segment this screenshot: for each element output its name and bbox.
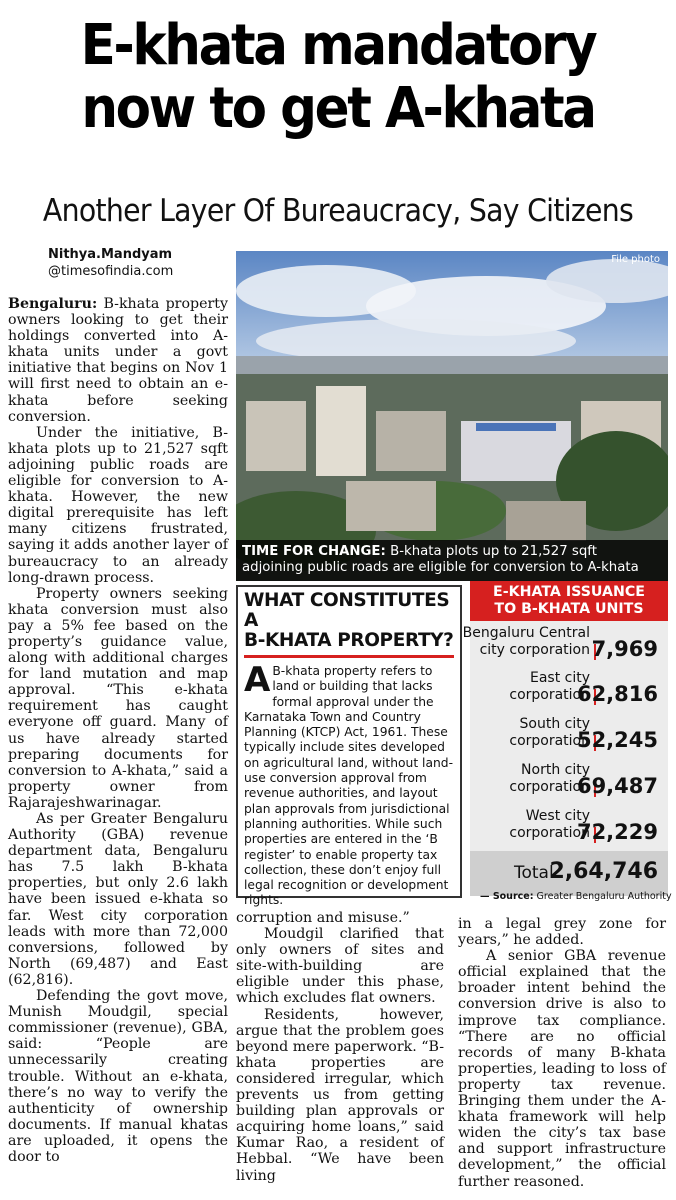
deck-subheadline: Another Layer Of Bureaucracy, Say Citizens xyxy=(42,193,634,229)
row-label: East city corporation xyxy=(509,670,590,703)
article-paragraph: As per Greater Bengaluru Authority (GBA) revenue department data, Bengaluru has 7.5 lakh B-khata properties, but only 2.6 lakh have been issued e-khata so far. West city corporation leads with more than 72,000 conversions, followed by North (69,487) and East (62,816). xyxy=(8,811,228,988)
headline xyxy=(27,14,649,140)
caption-text: B-khata plots up to 21,527 sqft adjoining public roads are eligible for conversion to A-khata xyxy=(242,544,639,575)
row-value: 7,969 xyxy=(591,637,658,661)
total-value: 2,64,746 xyxy=(549,859,658,884)
article-paragraph: Defending the govt move, Munish Moudgil, special commissioner (revenue), GBA, said: “People are unnecessarily creating trouble. Without an e-khata, there’s no way to verify the authenticity of ownership documents. If manual khatas are uploaded, it opens the door to xyxy=(8,988,228,1165)
dateline: Bengaluru: xyxy=(8,296,98,312)
row-value: 72,229 xyxy=(576,820,658,844)
row-label: South city corporation xyxy=(509,716,590,749)
article-paragraph: Moudgil clarified that only owners of sites and site-with-building are eligible under this phase, which excludes flat owners. xyxy=(236,926,444,1007)
article-paragraph: in a legal grey zone for years,” he added. xyxy=(458,916,666,949)
article-paragraph: Property owners seeking khata conversion must also pay a 5% fee based on the property’s guidance value, along with additional charges for land mutation and map approval. “This e-khata requirement has caught everyone off guard. Many of us have already started preparing documents for conversion to A-khata,” said a property owner from Rajarajeshwarinagar. xyxy=(8,585,228,811)
author-handle: @timesofindia.com xyxy=(48,264,174,279)
row-label: Bengaluru Central city corporation xyxy=(462,625,590,658)
article-paragraph: Under the initiative, B-khata plots up to 21,527 sqft adjoining public roads are eligible for conversion to A-khata. However, the new digital prerequisite has left many citizens frustrated, saying it adds another layer of bureaucracy to an already long-drawn process. xyxy=(8,424,228,586)
photo-credit: File photo xyxy=(611,254,660,265)
headline-line-1: E-khata mandatory xyxy=(80,13,596,78)
drop-cap: A xyxy=(244,660,271,700)
photo-caption xyxy=(236,540,668,581)
row-label: North city corporation xyxy=(509,762,590,795)
article-paragraph: Bengaluru: B-khata property owners looking to get their holdings converted into A-khata units under a govt initiative that begins on Nov 1 will first need to obtain an e-khata before seeking conversion. xyxy=(8,296,228,425)
total-label: Total xyxy=(514,863,554,883)
cityscape-photo xyxy=(236,251,668,581)
row-label: West city corporation xyxy=(509,808,590,841)
ekhata-issuance-table xyxy=(462,581,668,896)
row-value: 62,816 xyxy=(576,682,658,706)
headline-line-2: now to get A-khata xyxy=(81,76,595,141)
article-column-1 xyxy=(8,296,228,1165)
table-total-row xyxy=(470,851,668,896)
row-value: 69,487 xyxy=(576,774,658,798)
article-paragraph: A senior GBA revenue official explained that the broader intent behind the conversion drive is also to improve tax compliance. “There are no official records of many B-khata properties, leading to loss of property tax revenue. Bringing them under the A-khata framework will help widen the city’s tax base and support infrastructure development,” the official further reasoned. xyxy=(458,948,666,1190)
article-paragraph: Residents, however, argue that the problem goes beyond mere paperwork. “B-khata properties are considered irregular, which prevents us from getting building plan approvals or acquiring home loans,” said Kumar Rao, a resident of Hebbal. “We have been living xyxy=(236,1006,444,1184)
article-column-2 xyxy=(236,910,444,1184)
table-title: E-KHATA ISSUANCE TO B-KHATA UNITS xyxy=(470,581,668,621)
explainer-box xyxy=(236,585,462,908)
explainer-body: A B-khata property refers to land or building that lacks formal approval under the Karnataka Town and Country Planning (KTCP) Act, 1961. These typically include sites developed on agricultural land, without land-use conversion approval from revenue authorities, and layout plan approvals from jurisdictional planning authorities. While such properties are entered in the ‘B register’ to enable property tax collection, these don’t enjoy full legal recognition or development rights. xyxy=(244,660,454,908)
byline xyxy=(48,246,173,280)
article-paragraph: corruption and misuse.” xyxy=(236,910,410,926)
source-note: — Source: Greater Bengaluru Authority xyxy=(480,891,672,902)
author-name: Nithya.Mandyam xyxy=(48,247,173,262)
caption-lead: TIME FOR CHANGE: xyxy=(242,544,386,559)
article-column-3 xyxy=(458,916,666,1190)
row-value: 52,245 xyxy=(576,728,658,752)
explainer-title: WHAT CONSTITUTES A B-KHATA PROPERTY? xyxy=(244,590,454,651)
cityscape-illustration xyxy=(236,251,668,581)
